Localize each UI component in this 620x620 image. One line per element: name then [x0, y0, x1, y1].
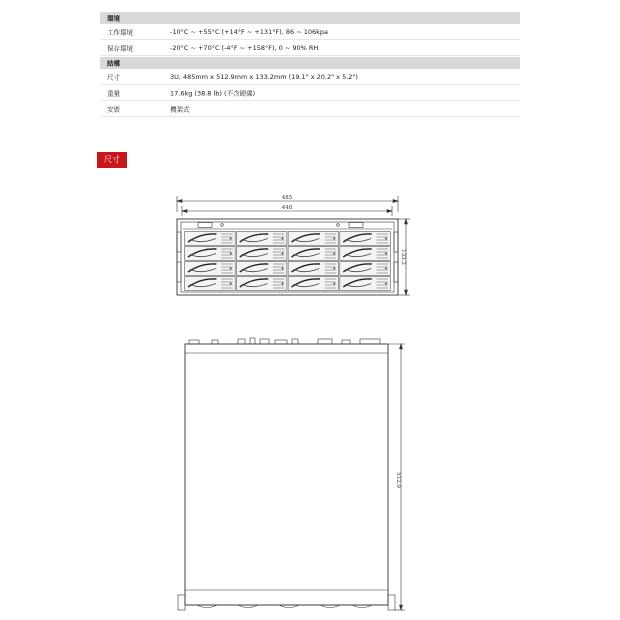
drive-bay — [288, 277, 339, 291]
drive-bay — [236, 262, 287, 276]
drive-bay — [340, 262, 391, 276]
drive-bay — [185, 232, 236, 246]
drive-bay — [236, 247, 287, 261]
spec-label: 工作環境 — [107, 28, 133, 36]
drive-bay — [288, 232, 339, 246]
drive-bay — [288, 247, 339, 261]
drive-bay — [236, 277, 287, 291]
dimensions-tag: 尺寸 — [97, 152, 127, 168]
drive-bay — [185, 247, 236, 261]
drive-bay-grid — [185, 232, 391, 291]
dim-label-inner-width: 448 — [281, 205, 293, 211]
spec-value: -10°C ~ +55°C (+14°F ~ +131°F), 86 ~ 106kpa — [170, 27, 329, 36]
drive-bay — [340, 277, 391, 291]
drive-bay — [185, 277, 236, 291]
spec-value: 機架式 — [170, 105, 190, 113]
drive-bay — [340, 247, 391, 261]
spec-value: 3U, 485mm x 512.9mm x 133.2mm (19.1" x 20.2" x 5.2") — [170, 72, 358, 81]
dim-label-height: 133.2 — [400, 249, 406, 265]
section-title: 結構 — [107, 59, 120, 68]
section-title: 環境 — [107, 14, 120, 23]
spec-label: 尺寸 — [107, 73, 120, 81]
dim-label-overall-width: 485 — [281, 195, 293, 201]
spec-label: 重量 — [107, 89, 120, 97]
drive-bay — [185, 262, 236, 276]
drive-bay — [288, 262, 339, 276]
spec-label: 安裝 — [107, 105, 120, 113]
spec-value: 17.6kg (38.8 lb) (不含硬碟) — [170, 89, 256, 97]
top-view-drawing — [178, 338, 405, 610]
dim-label-depth: 512.9 — [395, 472, 401, 488]
drive-bay — [340, 232, 391, 246]
spec-label: 保存環境 — [107, 44, 133, 52]
spec-value: -20°C ~ +70°C (-4°F ~ +158°F), 0 ~ 90% RH — [170, 43, 319, 52]
drive-bay — [236, 232, 287, 246]
